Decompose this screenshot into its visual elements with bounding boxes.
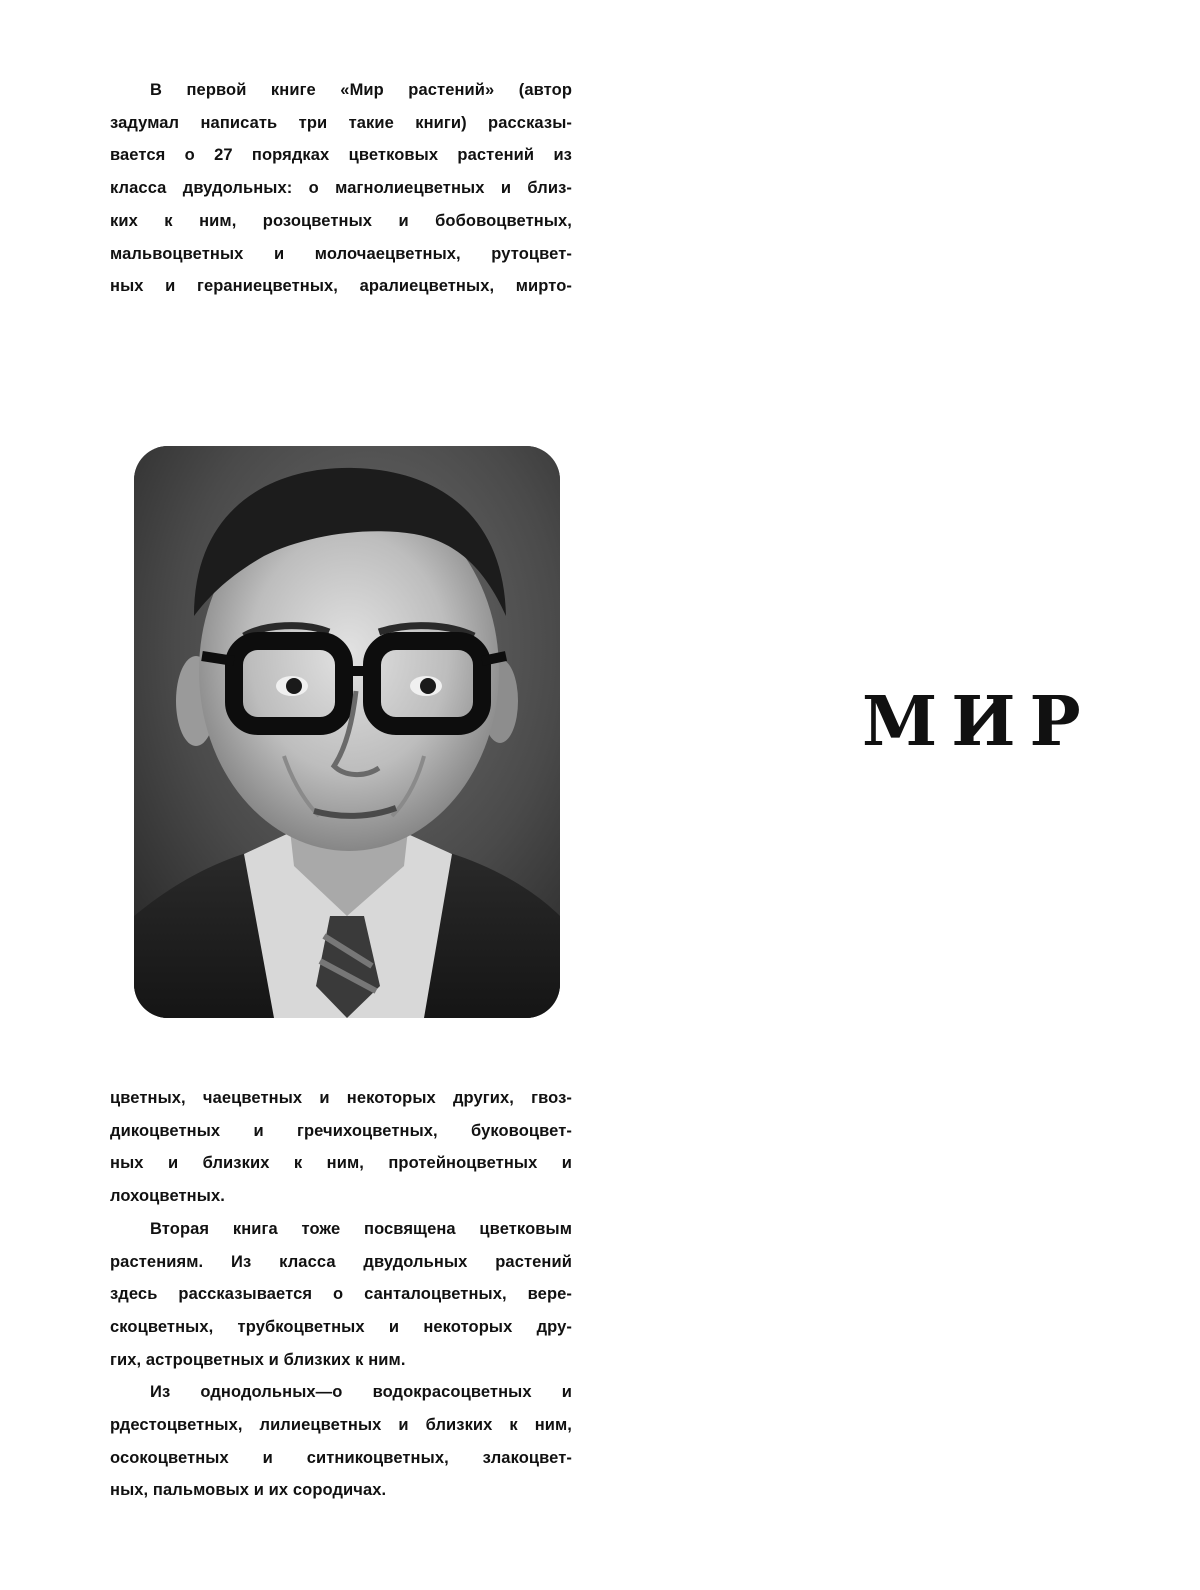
text-line: гих, астроцветных и близких к ним. [110,1350,406,1369]
portrait-image [134,446,560,1018]
text-line: Из однодольных—о водокрасоцветных и [150,1383,572,1402]
text-line: ных, пальмовых и их сородичах. [110,1481,387,1500]
text-line: здесь рассказывается о санталоцветных, вере- [110,1285,572,1304]
text-line: Вторая книга тоже посвящена цветковым [150,1219,572,1238]
paragraph-second-book [110,1213,572,1377]
paragraph-monocots [110,1376,572,1507]
text-line: мальвоцветных и молочаецветных, рутоцвет- [110,244,572,263]
text-line: осокоцветных и ситникоцветных, злакоцвет- [110,1448,572,1467]
bottom-text-block [110,1082,572,1507]
text-line: задумал написать три такие книги) рассказы- [110,113,572,132]
text-line: дикоцветных и гречихоцветных, буковоцвет- [110,1121,572,1140]
text-line: ных и близких к ним, протейноцветных и [110,1154,572,1173]
text-line: рдестоцветных, лилиецветных и близких к ним, [110,1416,572,1435]
book-title-word: МИР [862,682,1095,762]
text-line: скоцветных, трубкоцветных и некоторых дру- [110,1317,572,1336]
text-line: класса двудольных: о магнолиецветных и близ- [110,179,572,198]
text-line: ких к ним, розоцветных и бобовоцветных, [110,211,572,230]
text-line: ных и гераниецветных, аралиецветных, мирто- [110,277,572,296]
text-line: лохоцветных. [110,1187,225,1206]
author-portrait [134,446,560,1018]
paragraph-continuation [110,1082,572,1213]
text-line: цветных, чаецветных и некоторых других, гвоз- [110,1089,572,1107]
text-line: растениям. Из класса двудольных растений [110,1252,572,1271]
text-line: вается о 27 порядках цветковых растений из [110,146,572,165]
paragraph-intro [110,74,572,303]
text-line: В первой книге «Мир растений» (автор [150,81,572,99]
top-text-block [110,74,572,303]
